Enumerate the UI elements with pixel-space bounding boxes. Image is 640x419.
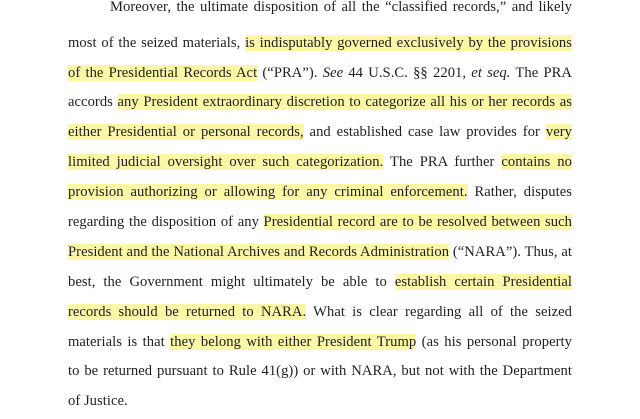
text-run: The PRA — [510, 65, 572, 81]
text-run: of Justice. — [68, 393, 128, 409]
text-run: 44 U.S.C. §§ 2201, — [343, 65, 472, 81]
paragraph-line — [68, 92, 572, 112]
paragraph-line — [68, 152, 572, 172]
paragraph-line — [68, 391, 572, 411]
paragraph-line — [68, 272, 572, 292]
text-run: regarding the disposition of any — [68, 214, 264, 230]
highlighted-text: Presidential record are to be resolved between such — [263, 214, 572, 230]
text-run: best, the Government might ultimately be able to — [68, 274, 395, 290]
paragraph-line — [68, 122, 572, 142]
highlighted-text: President and the National Archives and Records Administration — [68, 244, 450, 260]
text-run: accords — [68, 94, 118, 110]
paragraph-line — [68, 182, 572, 202]
highlighted-text: any President extraordinary discretion to categorize all his or her records as — [117, 94, 572, 110]
highlighted-text: either Presidential or personal records, — [68, 124, 304, 140]
highlighted-text: very — [545, 124, 572, 140]
paragraph-line — [68, 33, 572, 53]
paragraph-line — [110, 0, 572, 17]
highlighted-text: limited judicial oversight over such categorization. — [68, 154, 384, 170]
text-run: (“PRA”). — [257, 65, 323, 81]
text-run: (“NARA”). Thus, at — [449, 244, 572, 260]
text-run: Moreover, the ultimate disposition of all the “classified records,” and likely — [110, 0, 572, 15]
paragraph-line — [68, 212, 572, 232]
highlighted-text: contains no — [501, 154, 572, 170]
text-run: Rather, disputes — [467, 184, 572, 200]
text-run: What is clear regarding all of the seized — [306, 304, 572, 320]
text-run: The PRA further — [383, 154, 502, 170]
text-run: (as his personal property — [416, 334, 572, 350]
paragraph-line — [68, 361, 572, 381]
paragraph-line — [68, 242, 572, 262]
paragraph-line — [68, 302, 572, 322]
text-run: materials is that — [68, 334, 171, 350]
text-run: most of the seized materials, — [68, 35, 246, 51]
highlighted-text: establish certain Presidential — [394, 274, 572, 290]
highlighted-text: records should be returned to NARA. — [68, 304, 307, 320]
paragraph-line — [68, 63, 572, 83]
highlighted-text: provision authorizing or allowing for any criminal enforcement. — [68, 184, 468, 200]
text-run: and established case law provides for — [303, 124, 546, 140]
italic-text: See — [322, 65, 344, 81]
highlighted-text: is indisputably governed exclusively by the provisions — [245, 35, 572, 51]
highlighted-text: they belong with either President Trump — [170, 334, 417, 350]
text-run: to be returned pursuant to Rule 41(g)) or with NARA, but not with the Department — [68, 363, 572, 379]
highlighted-text: of the Presidential Records Act — [68, 65, 258, 81]
paragraph-line — [68, 332, 572, 352]
italic-text: et seq. — [471, 65, 511, 81]
